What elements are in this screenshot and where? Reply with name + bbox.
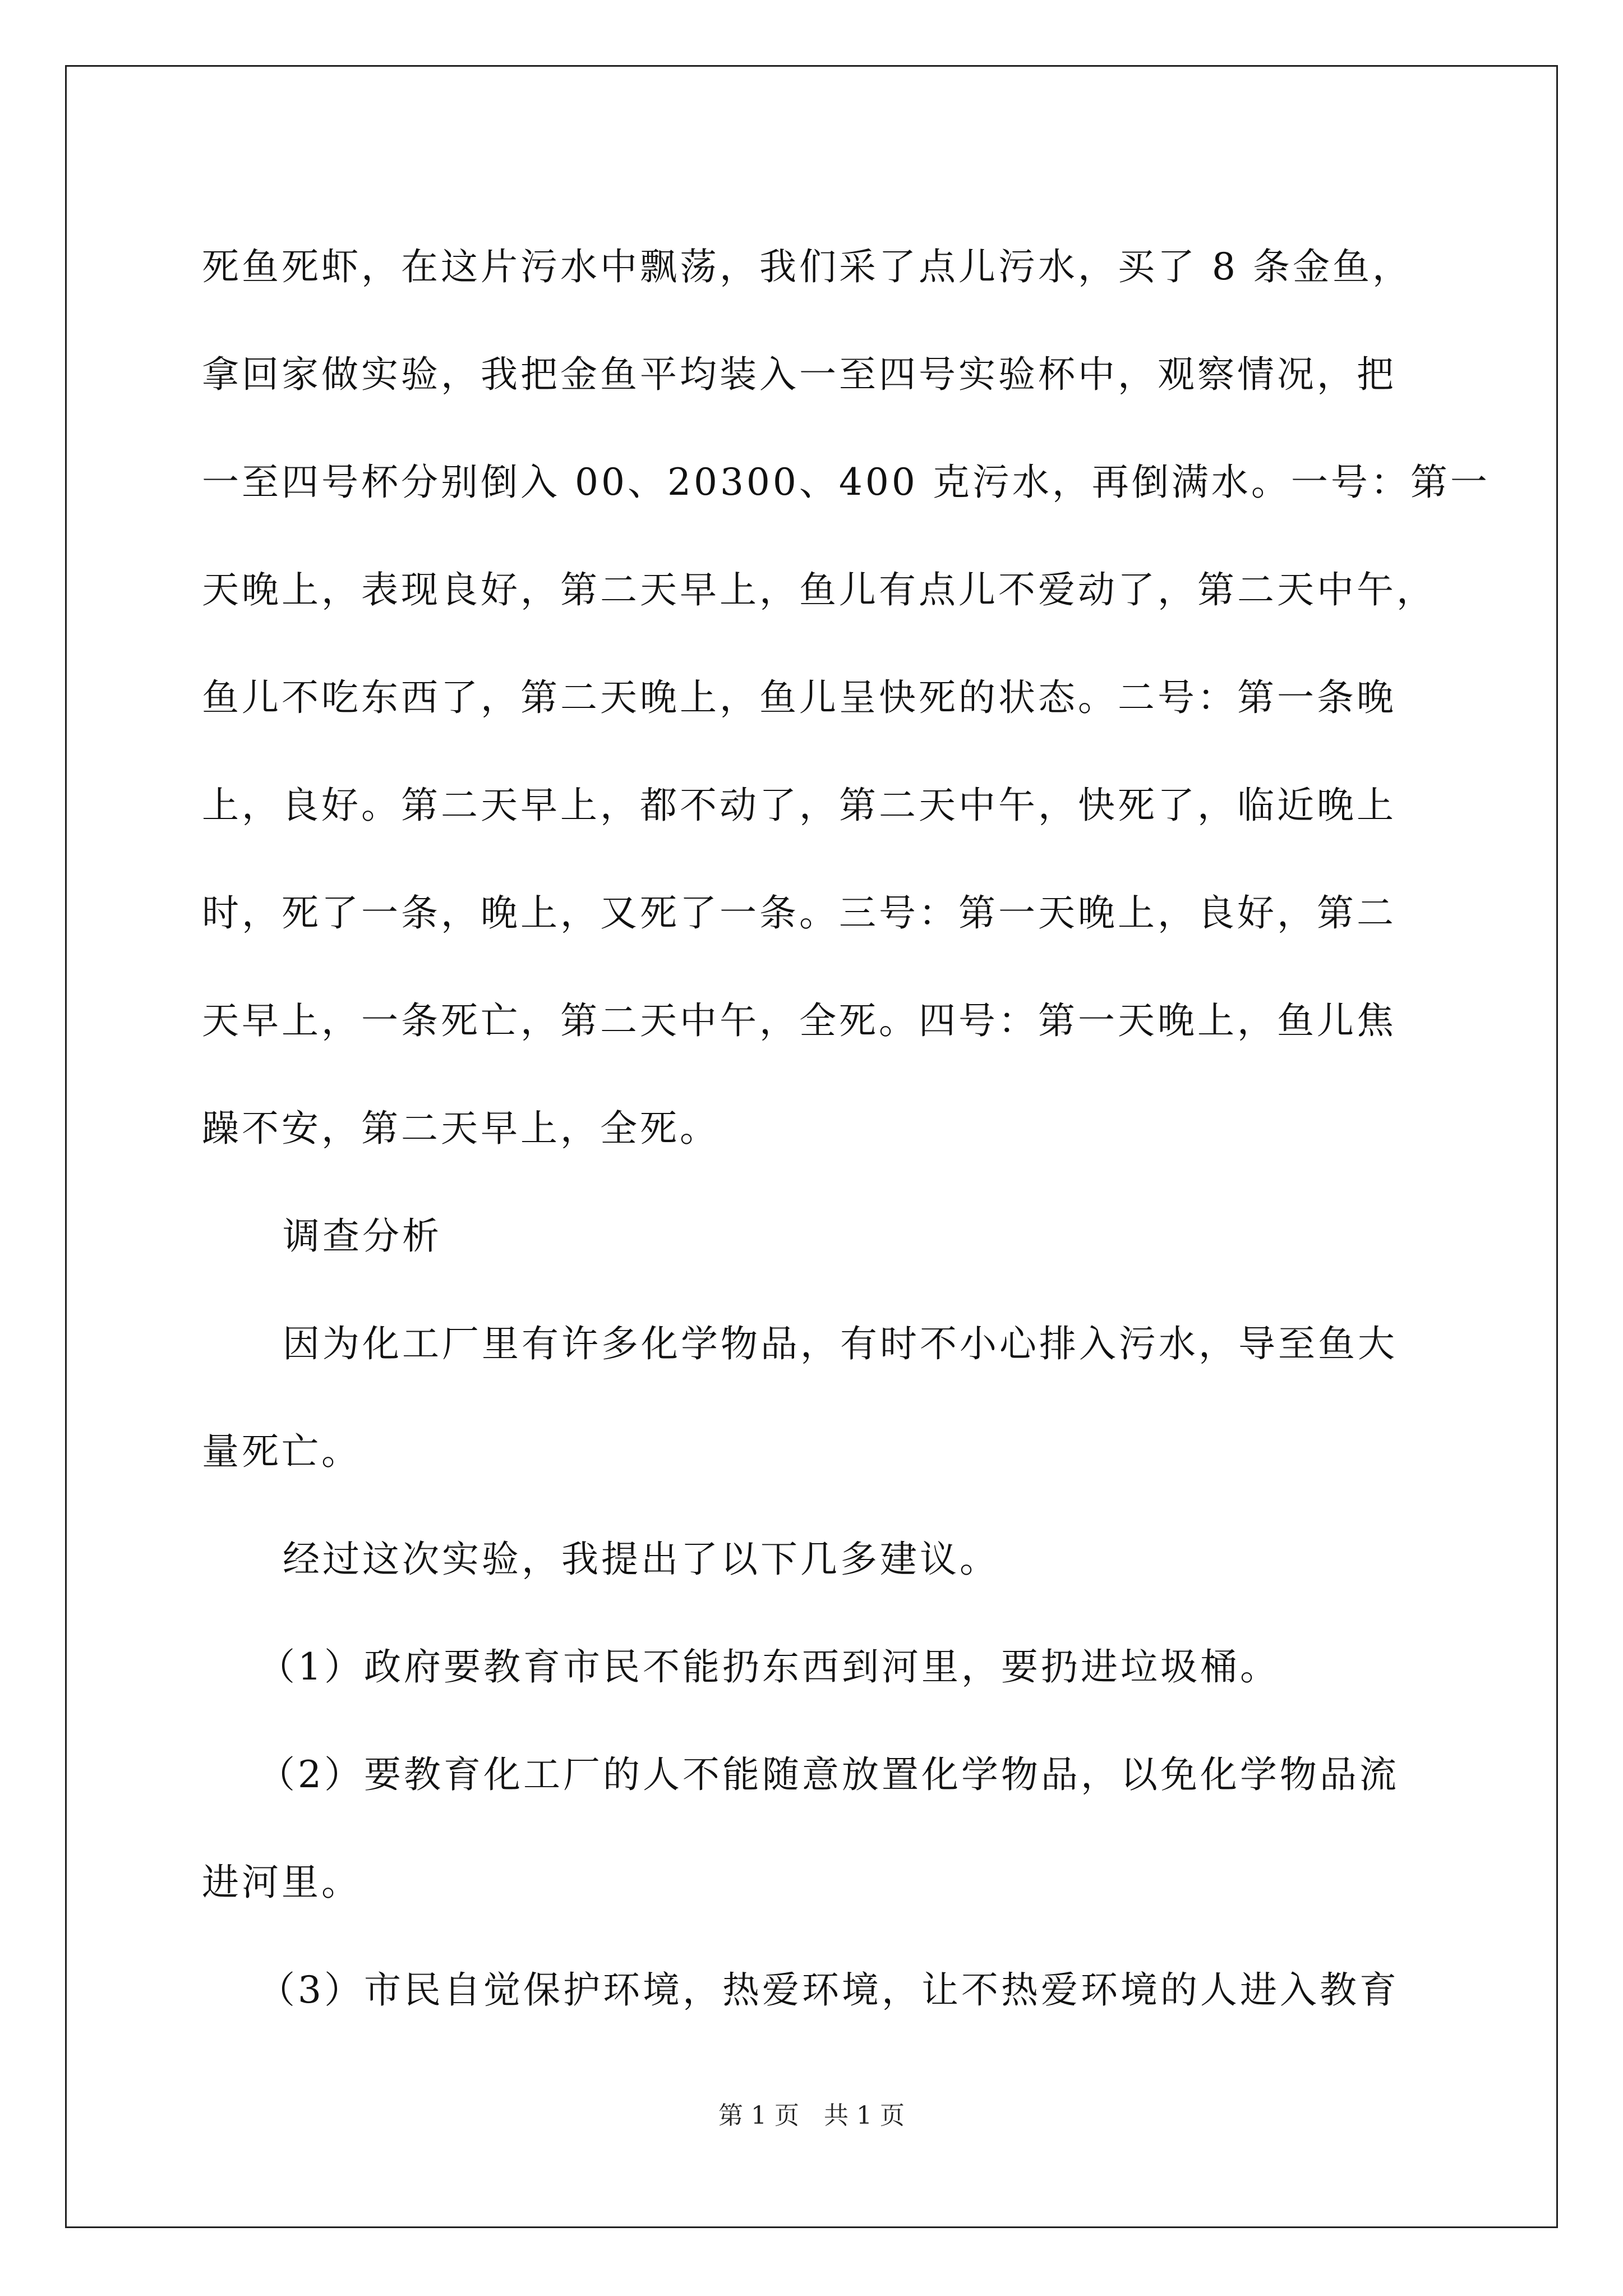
text-line: 量死亡。 xyxy=(202,1430,361,1473)
text-line: 一至四号杯分别倒入 00、20300、400 克污水，再倒满水。一号：第一 xyxy=(202,461,1490,504)
text-line: 拿回家做实验，我把金鱼平均装入一至四号实验杯中，观察情况，把 xyxy=(202,353,1396,396)
text-line: 经过这次实验，我提出了以下几多建议。 xyxy=(283,1538,999,1581)
list-item: （2）要教育化工厂的人不能随意放置化学物品，以免化学物品流 xyxy=(258,1753,1399,1796)
text-line: 天晚上，表现良好，第二天早上，鱼儿有点儿不爱动了，第二天中午， xyxy=(202,568,1436,611)
text-line: 死鱼死虾，在这片污水中飘荡，我们采了点儿污水，买了 8 条金鱼， xyxy=(202,245,1412,288)
list-item: （1）政府要教育市民不能扔东西到河里，要扔进垃圾桶。 xyxy=(258,1645,1280,1688)
text-line: 因为化工厂里有许多化学物品，有时不小心排入污水，导至鱼大 xyxy=(283,1322,1398,1365)
page-footer: 第 1 页 共 1 页 xyxy=(718,2101,905,2130)
text-line: 天早上，一条死亡，第二天中午，全死。四号：第一天晚上，鱼儿焦 xyxy=(202,999,1396,1042)
text-line: 鱼儿不吃东西了，第二天晚上，鱼儿呈快死的状态。二号：第一条晚 xyxy=(202,676,1396,719)
document-body xyxy=(202,213,1490,2044)
text-line: 躁不安，第二天早上，全死。 xyxy=(202,1107,720,1150)
text-line: 进河里。 xyxy=(202,1861,361,1904)
section-heading: 调查分析 xyxy=(283,1214,442,1258)
text-line: 时，死了一条，晚上，又死了一条。三号：第一天晚上，良好，第二 xyxy=(202,891,1396,935)
text-line: 上，良好。第二天早上，都不动了，第二天中午，快死了，临近晚上 xyxy=(202,784,1396,827)
list-item: （3）市民自觉保护环境，热爱环境，让不热爱环境的人进入教育 xyxy=(258,1968,1399,2012)
